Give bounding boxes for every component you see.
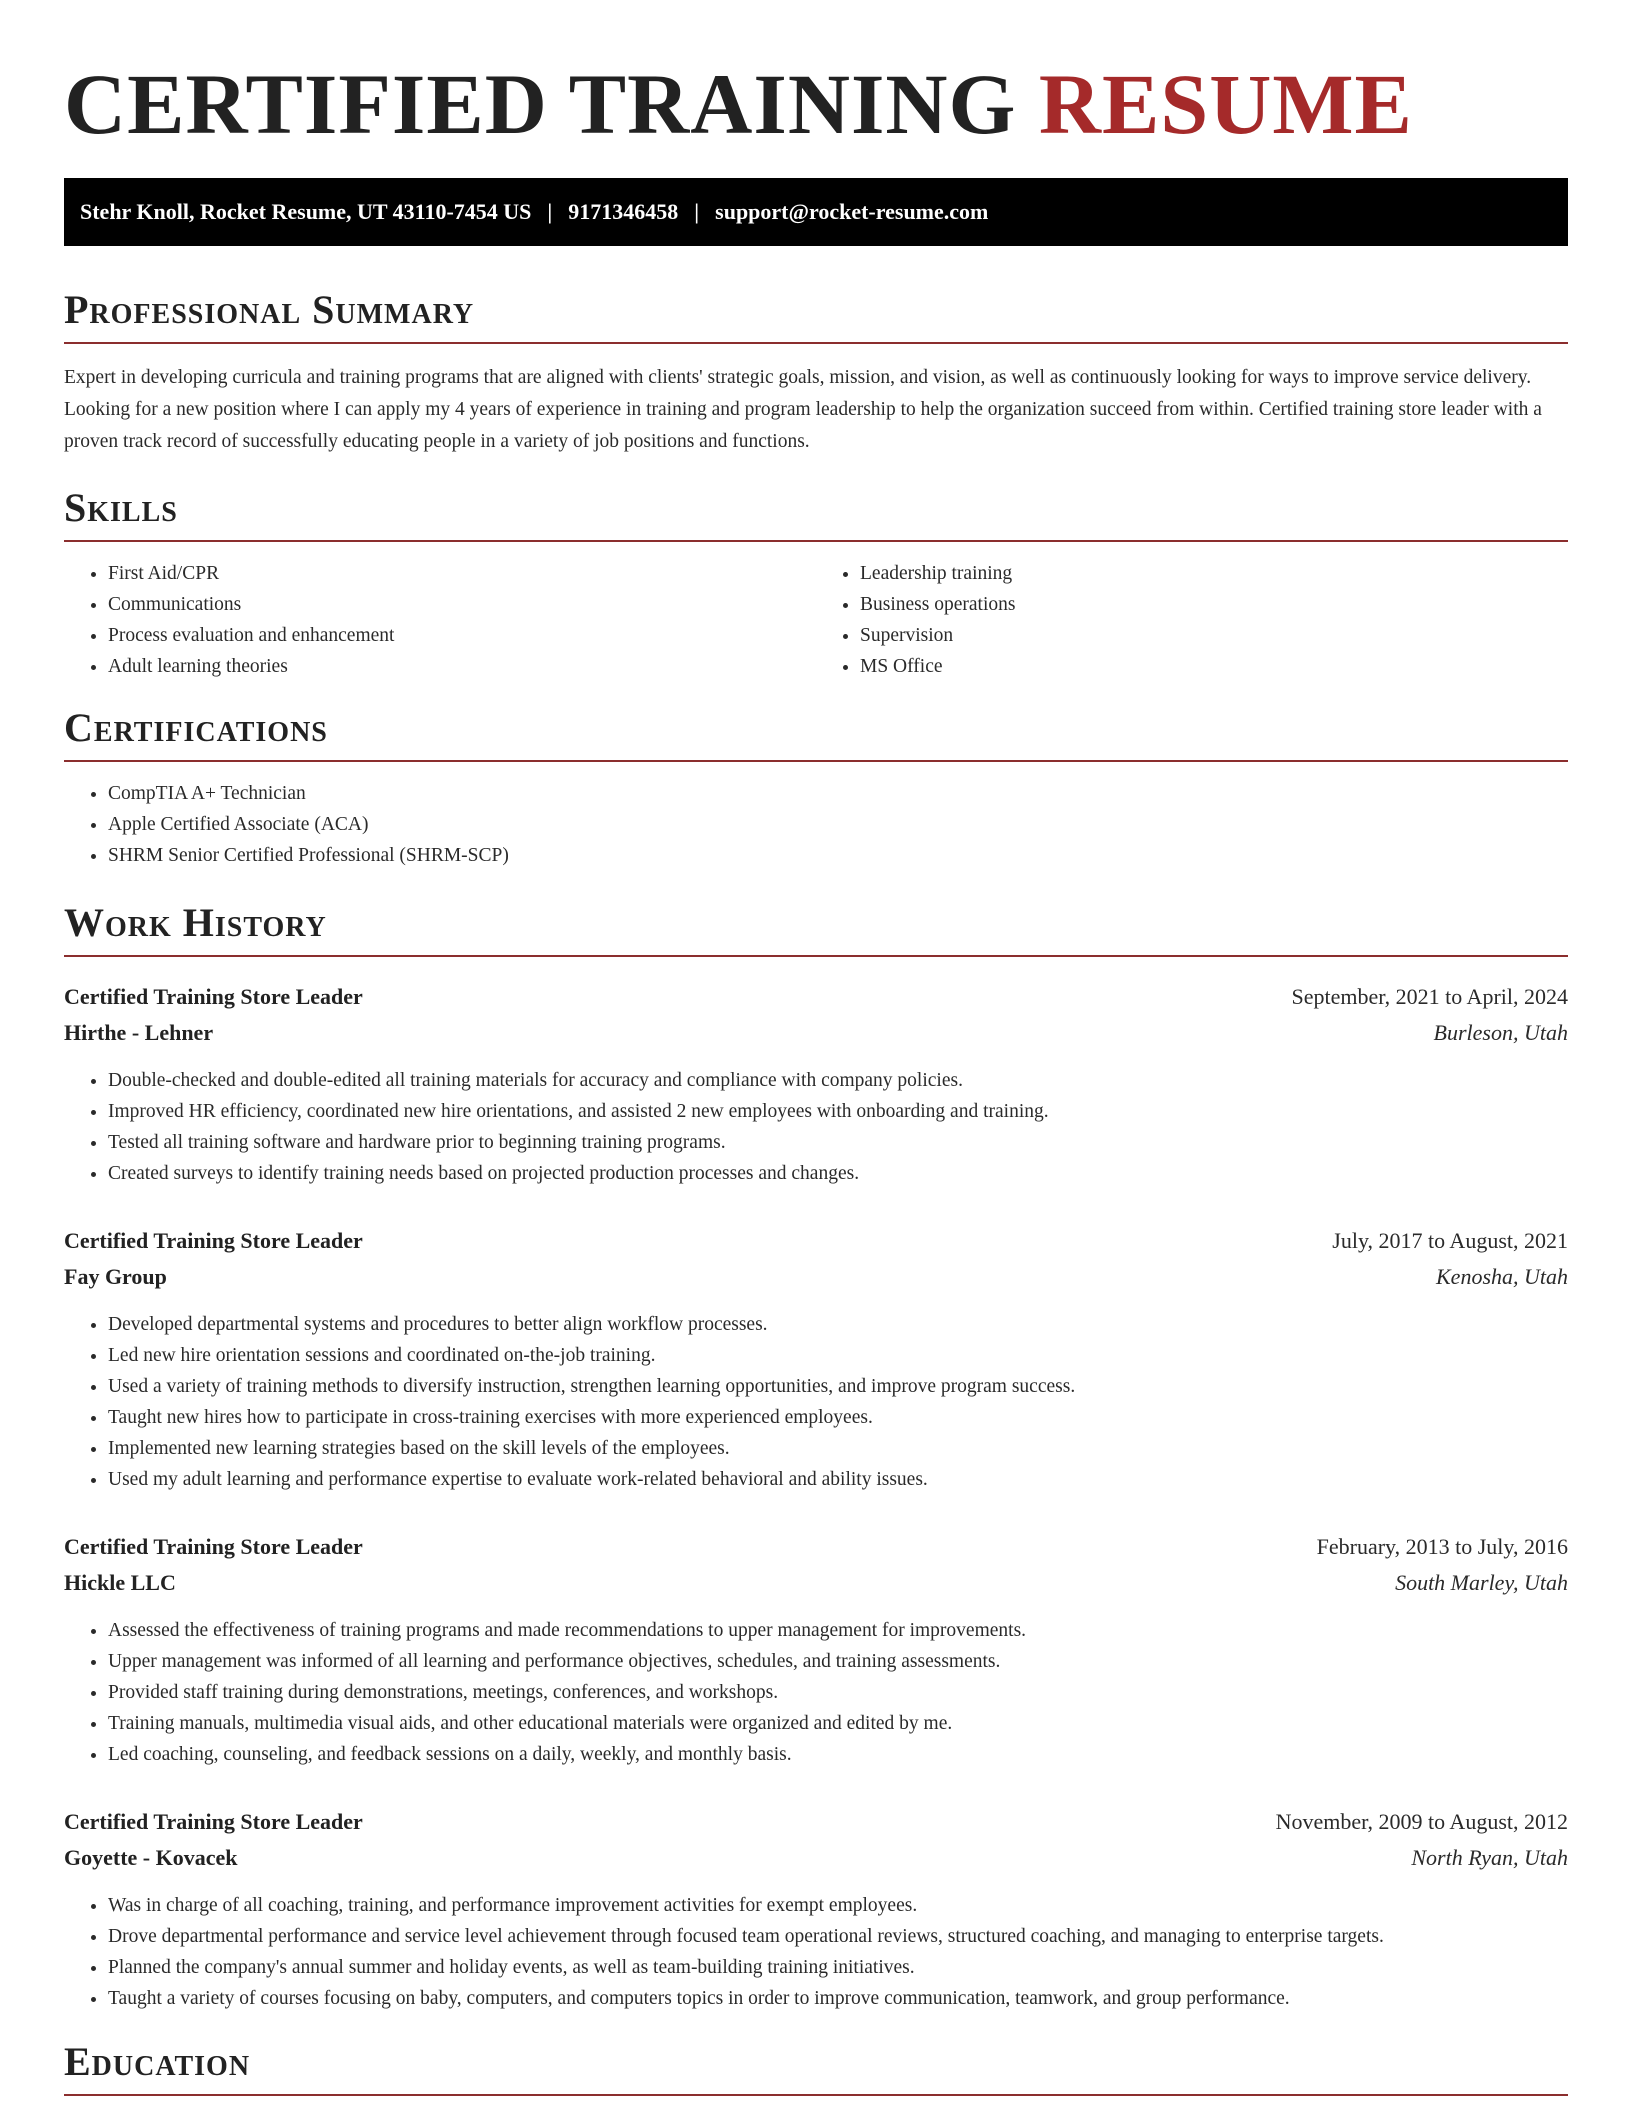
job-duty: • Training manuals, multimedia visual aids, and other educational materials were organized and edited by me. xyxy=(108,1708,1568,1739)
job-duty: • Upper management was informed of all learning and performance objectives, schedules, and training assessments. xyxy=(108,1646,1568,1677)
skill-item: • Adult learning theories xyxy=(108,651,816,682)
skills-list-right xyxy=(816,558,1568,682)
job-duty: • Double-checked and double-edited all training materials for accuracy and compliance with company policies. xyxy=(108,1065,1568,1096)
job-company: Goyette - Kovacek xyxy=(64,1845,238,1870)
job-title: Certified Training Store Leader xyxy=(64,1228,363,1253)
job-title-row xyxy=(64,979,1568,1015)
job-duty: • Taught new hires how to participate in cross-training exercises with more experienced employees. xyxy=(108,1402,1568,1433)
contact-address: Stehr Knoll, Rocket Resume, UT 43110-7454 US xyxy=(80,199,532,224)
job-duties-list xyxy=(64,1890,1568,2014)
skills-grid xyxy=(64,542,1568,682)
job-duty: • Provided staff training during demonstrations, meetings, conferences, and workshops. xyxy=(108,1677,1568,1708)
job-duty: • Drove departmental performance and service level achievement through focused team operational reviews, structured coaching, and managing to enterprise targets. xyxy=(108,1921,1568,1952)
skill-item: • MS Office xyxy=(860,651,1568,682)
job-location: Kenosha, Utah xyxy=(1436,1264,1568,1289)
job-dates: September, 2021 to April, 2024 xyxy=(1291,984,1568,1009)
job-duty: • Led coaching, counseling, and feedback sessions on a daily, weekly, and monthly basis. xyxy=(108,1739,1568,1770)
job-company-row xyxy=(64,1840,1568,1876)
job-duty: • Led new hire orientation sessions and coordinated on-the-job training. xyxy=(108,1340,1568,1371)
job-title: Certified Training Store Leader xyxy=(64,1809,363,1834)
job-title-row xyxy=(64,1529,1568,1565)
job-duties-list xyxy=(64,1065,1568,1189)
contact-phone: 9171346458 xyxy=(568,199,679,224)
title-main: CERTIFIED TRAINING xyxy=(64,56,1039,152)
job-company: Fay Group xyxy=(64,1264,167,1289)
job-duty: • Used my adult learning and performance expertise to evaluate work-related behavioral and ability issues. xyxy=(108,1464,1568,1495)
job-duty: • Improved HR efficiency, coordinated new hire orientations, and assisted 2 new employees with onboarding and training. xyxy=(108,1096,1568,1127)
job-title-row xyxy=(64,1804,1568,1840)
contact-separator: | xyxy=(694,199,700,224)
job-duties-list xyxy=(64,1309,1568,1495)
job-location: North Ryan, Utah xyxy=(1411,1845,1568,1870)
job-duty: • Implemented new learning strategies based on the skill levels of the employees. xyxy=(108,1433,1568,1464)
skill-item: • Business operations xyxy=(860,589,1568,620)
certifications-section xyxy=(64,706,1568,871)
summary-text: Expert in developing curricula and training programs that are aligned with clients' strategic goals, mission, and vision, as well as continuously looking for ways to improve service delivery. Looking for a new position where I can apply my 4 years of experience in training and program leadership to help the organization succeed from within. Certified training store leader with a proven track record of successfully educating people in a variety of job positions and functions. xyxy=(64,367,1542,452)
job-company-row xyxy=(64,1259,1568,1295)
contact-email: support@rocket-resume.com xyxy=(715,199,989,224)
work-history-section xyxy=(64,901,1568,2014)
job-location: Burleson, Utah xyxy=(1433,1020,1568,1045)
job-duty: • Tested all training software and hardware prior to beginning training programs. xyxy=(108,1127,1568,1158)
skill-item: • Leadership training xyxy=(860,558,1568,589)
job-duty: • Was in charge of all coaching, training, and performance improvement activities for exempt employees. xyxy=(108,1890,1568,1921)
job-title-row xyxy=(64,1223,1568,1259)
education-heading: Education xyxy=(64,2040,1568,2096)
skill-item: • Communications xyxy=(108,589,816,620)
certification-item: • Apple Certified Associate (ACA) xyxy=(108,809,1568,840)
summary-section xyxy=(64,288,1568,458)
job-company: Hirthe - Lehner xyxy=(64,1020,214,1045)
skills-list-left xyxy=(64,558,816,682)
resume-title xyxy=(64,56,1568,152)
skill-item: • First Aid/CPR xyxy=(108,558,816,589)
job-title: Certified Training Store Leader xyxy=(64,984,363,1009)
job-entry xyxy=(64,1804,1568,2014)
education-section xyxy=(64,2040,1568,2096)
job-duty: • Used a variety of training methods to diversify instruction, strengthen learning opportunities, and improve program success. xyxy=(108,1371,1568,1402)
job-title: Certified Training Store Leader xyxy=(64,1534,363,1559)
certification-item: • SHRM Senior Certified Professional (SHRM-SCP) xyxy=(108,840,1568,871)
resume-page xyxy=(64,0,1568,2096)
skills-heading: Skills xyxy=(64,486,1568,542)
job-location: South Marley, Utah xyxy=(1395,1570,1568,1595)
skill-item: • Process evaluation and enhancement xyxy=(108,620,816,651)
job-dates: February, 2013 to July, 2016 xyxy=(1316,1534,1568,1559)
work-history-heading: Work History xyxy=(64,901,1568,957)
job-duties-list xyxy=(64,1615,1568,1770)
certifications-list xyxy=(64,778,1568,871)
contact-separator: | xyxy=(547,199,553,224)
contact-bar xyxy=(64,178,1568,246)
job-duty: • Planned the company's annual summer and holiday events, as well as team-building training initiatives. xyxy=(108,1952,1568,1983)
certifications-heading: Certifications xyxy=(64,706,1568,762)
job-duty: • Created surveys to identify training needs based on projected production processes and changes. xyxy=(108,1158,1568,1189)
job-dates: July, 2017 to August, 2021 xyxy=(1332,1228,1568,1253)
job-company: Hickle LLC xyxy=(64,1570,176,1595)
job-entry xyxy=(64,1529,1568,1770)
skills-section xyxy=(64,486,1568,682)
certification-item: • CompTIA A+ Technician xyxy=(108,778,1568,809)
job-duty: • Taught a variety of courses focusing on baby, computers, and computers topics in order to improve communication, teamwork, and group performance. xyxy=(108,1983,1568,2014)
job-duty: • Developed departmental systems and procedures to better align workflow processes. xyxy=(108,1309,1568,1340)
job-duty: • Assessed the effectiveness of training programs and made recommendations to upper management for improvements. xyxy=(108,1615,1568,1646)
job-dates: November, 2009 to August, 2012 xyxy=(1275,1809,1568,1834)
job-entry xyxy=(64,1223,1568,1495)
title-accent: RESUME xyxy=(1038,56,1413,152)
job-entry xyxy=(64,979,1568,1189)
skill-item: • Supervision xyxy=(860,620,1568,651)
summary-heading: Professional Summary xyxy=(64,288,1568,344)
job-company-row xyxy=(64,1565,1568,1601)
job-company-row xyxy=(64,1015,1568,1051)
